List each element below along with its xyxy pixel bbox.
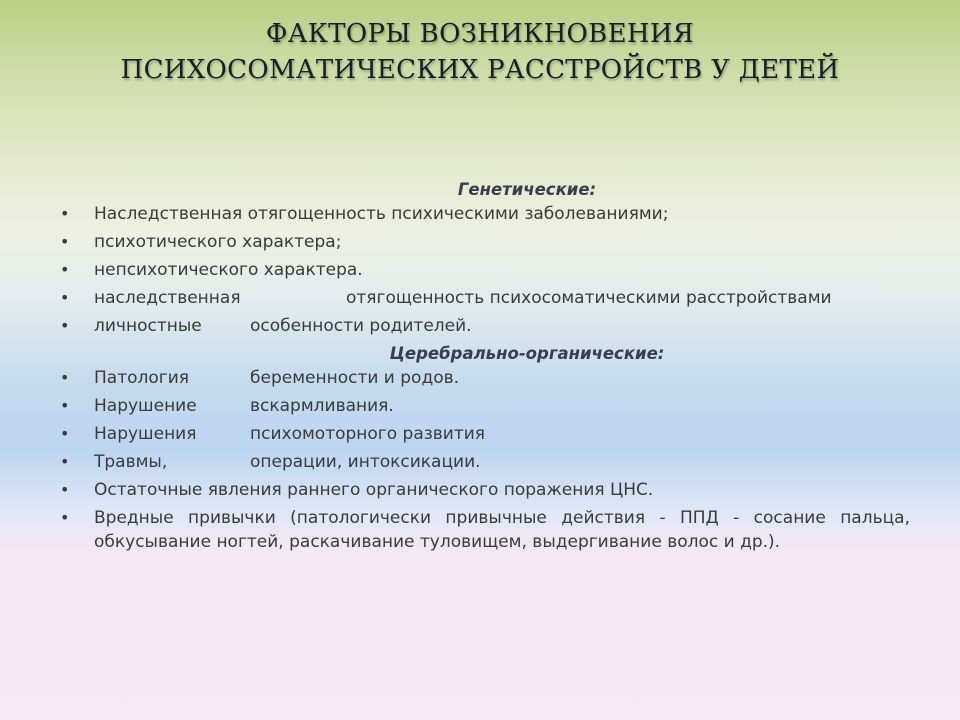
section-heading-cerebral: Церебрально-органические:	[389, 344, 665, 363]
list-item-text: отягощенность психосоматическими расстройствами	[346, 288, 832, 308]
list-item-text: Вредные привычки (патологически привычные действия - ППД - сосание пальца, обкусывание ногтей, раскачивание туловищем, выдергивание волос и др.).	[94, 508, 910, 552]
list-item	[60, 366, 910, 390]
slide-title-line-1: ФАКТОРЫ ВОЗНИКНОВЕНИЯ	[265, 19, 695, 49]
list-item	[60, 202, 910, 226]
list-item-text: психотического характера;	[94, 232, 342, 252]
bullet-icon: •	[60, 204, 70, 223]
list-item-term: Травмы,	[94, 452, 168, 472]
bullet-icon: •	[60, 368, 70, 387]
section-heading-genetic: Генетические:	[457, 180, 597, 199]
list-item	[60, 230, 910, 254]
list-item	[60, 394, 910, 418]
list-item-text: Наследственная отягощенность психическими заболеваниями;	[94, 204, 669, 224]
list-item-term: Нарушение	[94, 396, 197, 416]
list-item-text: непсихотического характера.	[94, 260, 363, 280]
list-item	[60, 478, 910, 502]
bullet-icon: •	[60, 232, 70, 251]
cerebral-factor-list	[60, 366, 910, 554]
list-item-text: операции, интоксикации.	[250, 452, 481, 472]
bullet-icon: •	[60, 260, 70, 279]
genetic-factor-list	[60, 202, 910, 338]
list-item-term: Патология	[94, 368, 189, 388]
slide-title-line-2: ПСИХОСОМАТИЧЕСКИХ РАССТРОЙСТВ У ДЕТЕЙ	[120, 55, 840, 85]
list-item-text: психомоторного развития	[250, 424, 486, 444]
bullet-icon: •	[60, 396, 70, 415]
bullet-icon: •	[60, 424, 70, 443]
list-item-text: особенности родителей.	[250, 316, 472, 336]
list-item	[60, 450, 910, 474]
list-item	[60, 506, 910, 554]
list-item	[60, 422, 910, 446]
list-item-text: вскармливания.	[250, 396, 394, 416]
list-item	[60, 286, 910, 310]
list-item	[60, 258, 910, 282]
list-item-text: беременности и родов.	[250, 368, 460, 388]
slide-content	[60, 178, 910, 558]
list-item-term: Нарушения	[94, 424, 197, 444]
slide-title	[0, 16, 960, 88]
list-item-term: личностные	[94, 316, 202, 336]
bullet-icon: •	[60, 452, 70, 471]
bullet-icon: •	[60, 316, 70, 335]
list-item-term: наследственная	[94, 288, 241, 308]
bullet-icon: •	[60, 288, 70, 307]
list-item	[60, 314, 910, 338]
bullet-icon: •	[60, 480, 70, 499]
bullet-icon: •	[60, 508, 70, 527]
list-item-text: Остаточные явления раннего органического поражения ЦНС.	[94, 480, 654, 500]
